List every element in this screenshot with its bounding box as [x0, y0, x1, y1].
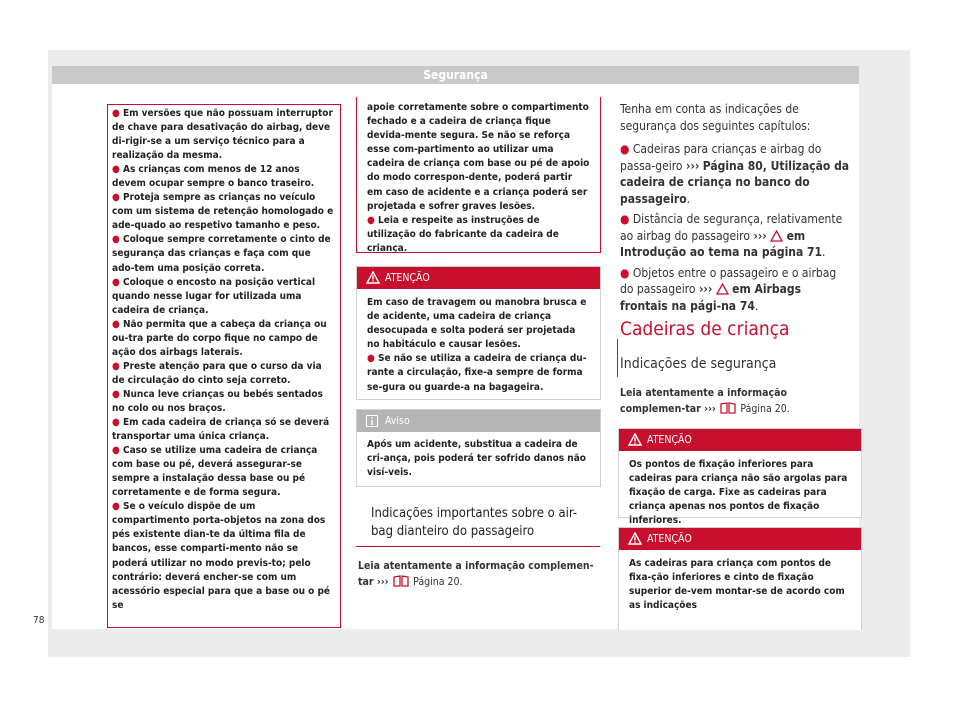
warning-list-item: ● Em cada cadeira de criança só se deverá transportar uma única criança.	[112, 417, 330, 443]
warning-continued-box-2: apoie corretamente sobre o compartimento fechado e a cadeira de criança fique devida-mente segura. Se não se reforça esse com-partimento ao utilizar uma cadeira de criança com base ou pé de apoio do modo correspon-dente, poderá partir em caso de acidente e a criança poderá ser projetada e sofrer graves lesões. ● Leia e respeite as instruções de utilização do fabricante da cadeira de criança.	[356, 97, 601, 253]
info-icon	[366, 415, 378, 427]
warning-list-item: ● Coloque sempre corretamente o cinto de segurança das crianças e faça com que ado-tem uma posição correta.	[112, 234, 331, 274]
atencao-label: ATENÇÃO	[647, 434, 692, 446]
warning-triangle-icon	[628, 532, 642, 545]
atencao-bullet: Se não se utiliza a cadeira de criança du-rante a circulação, fixe-a sempre de forma se-gura ou guarde-a na bagageira.	[367, 353, 587, 393]
atencao-box-1: ATENÇÃO Em caso de travagem ou manobra brusca e de acidente, uma cadeira de criança desocupada e solta poderá ser projetada no habitáculo e causar lesões. ● Se não se utiliza a cadeira de criança du-rante a circulação, fixe-a sempre de forma se-gura ou guarde-a na bagageira.	[356, 266, 601, 400]
heading-cadeiras: Cadeiras de criança	[620, 318, 790, 340]
page-number: 78	[33, 615, 45, 626]
warning-list-item: ● Caso se utilize uma cadeira de criança com base ou pé, deverá assegurar-se sempre a instalação dessa base ou pé corretamente e de forma segura.	[112, 445, 318, 499]
link-pagina-74[interactable]: em Airbags frontais na pági-na 74	[620, 282, 802, 313]
link-pagina-71[interactable]: em Introdução ao tema na página 71	[620, 228, 823, 259]
link-pagina-80[interactable]: Página 80, Utilização da cadeira de criança no banco do passageiro	[620, 158, 850, 206]
aviso-text: Após um acidente, substitua a cadeira de cri-ança, pois poderá ter sofrido danos não visí-veis.	[367, 439, 586, 478]
warning-bullet: Leia e respeite as instruções de utilização do fabricante da cadeira de criança.	[367, 214, 559, 254]
book-icon	[392, 575, 410, 587]
warning-list-item: ● Não permita que a cabeça da criança ou ou-tra parte do corpo fique no campo de ação dos airbags laterais.	[112, 318, 327, 358]
warning-text: apoie corretamente sobre o compartimento fechado e a cadeira de criança fique devida-mente segura. Se não se reforça esse com-partimento ao utilizar uma cadeira de criança com base ou pé de apoio do modo correspon-dente, poderá partir em caso de acidente e a criança poderá ser projetada e sofrer graves lesões.	[367, 102, 590, 212]
page-link-2[interactable]: Página 20.	[740, 402, 790, 415]
warning-list-item: ● As crianças com menos de 12 anos devem ocupar sempre o banco traseiro.	[112, 164, 315, 190]
atencao-box-3	[618, 527, 862, 630]
page-header: Segurança	[52, 66, 859, 84]
book-icon	[719, 402, 737, 414]
warning-list-item: ● Nunca leve crianças ou bebés sentados no colo ou nos braços.	[112, 388, 323, 414]
warning-list-item: ● Se o veículo dispõe de um compartimento porta-objetos na zona dos pés existente dian-te da última fila de bancos, esse comparti-mento não se poderá utilizar no modo previs-to; pelo contrário: deverá encher-se com um acessório especial para que a base ou o pé se	[112, 501, 331, 611]
warning-icon	[716, 283, 729, 295]
atencao-label: ATENÇÃO	[385, 272, 430, 284]
warning-list-item: ● Preste atenção para que o curso da via de circulação do cinto seja correto.	[112, 360, 322, 386]
atencao-text: Em caso de travagem ou manobra brusca e de acidente, uma cadeira de criança desocupada e solta poderá ser projetada no habitáculo e causar lesões.	[367, 297, 587, 351]
warning-list-item: ● Coloque o encosto na posição vertical quando nesse lugar for utilizada uma cadeira de criança.	[112, 276, 316, 316]
warning-list-item: ● Em versões que não possuam interruptor de chave para desativação do airbag, deve di-rigir-se a um serviço técnico para a realização da mesma.	[112, 108, 333, 162]
aviso-label: Aviso	[385, 415, 410, 427]
warning-triangle-icon	[628, 433, 642, 446]
section-title-airbag: Indicações importantes sobre o air-bag dianteiro do passageiro	[371, 506, 578, 539]
atencao-label: ATENÇÃO	[647, 533, 692, 545]
read-more-paragraph: Leia atentamente a informação complemen-tar ››› Página 20.	[358, 560, 594, 588]
warning-continued-box	[107, 104, 341, 628]
column-3: Tenha em conta as indicações de segurança dos seguintes capítulos: ● Cadeiras para crianças e airbag do passa-geiro ››› Página 80, Utilização da cadeira de criança no banco do passageiro. ● Distância de segurança, relativamente ao airbag do passageiro ››› em Introdução ao tema na página 71. ● Objetos entre o passageiro e o airbag do passageiro ››› em Airbags frontais na pági-na 74.	[620, 101, 852, 314]
page-link[interactable]: Página 20.	[413, 575, 463, 588]
warning-triangle-icon	[366, 271, 380, 284]
read-more-paragraph-2: Leia atentamente a informação complemen-tar ››› Página 20.	[620, 387, 790, 415]
aviso-box	[356, 409, 601, 487]
heading-bar	[617, 339, 618, 377]
atencao-text: As cadeiras para criança com pontos de fixa-ção inferiores e cinto de fixação superior de-vem montar-se de acordo com as indicações	[629, 558, 845, 612]
atencao-box-2	[618, 428, 862, 527]
intro-text: Tenha em conta as indicações de segurança dos seguintes capítulos:	[620, 102, 811, 133]
section-divider	[356, 546, 600, 547]
warning-list-item: ● Proteja sempre as crianças no veículo com um sistema de retenção homologado e ade-quado ao respetivo tamanho e peso.	[112, 192, 334, 232]
warning-icon	[770, 230, 783, 242]
subheading-indicacoes: Indicações de segurança	[620, 356, 777, 372]
atencao-text: Os pontos de fixação inferiores para cadeiras para criança não são argolas para fixação de carga. Fixe as cadeiras para criança apenas nos pontos de fixação inferiores.	[629, 459, 848, 527]
